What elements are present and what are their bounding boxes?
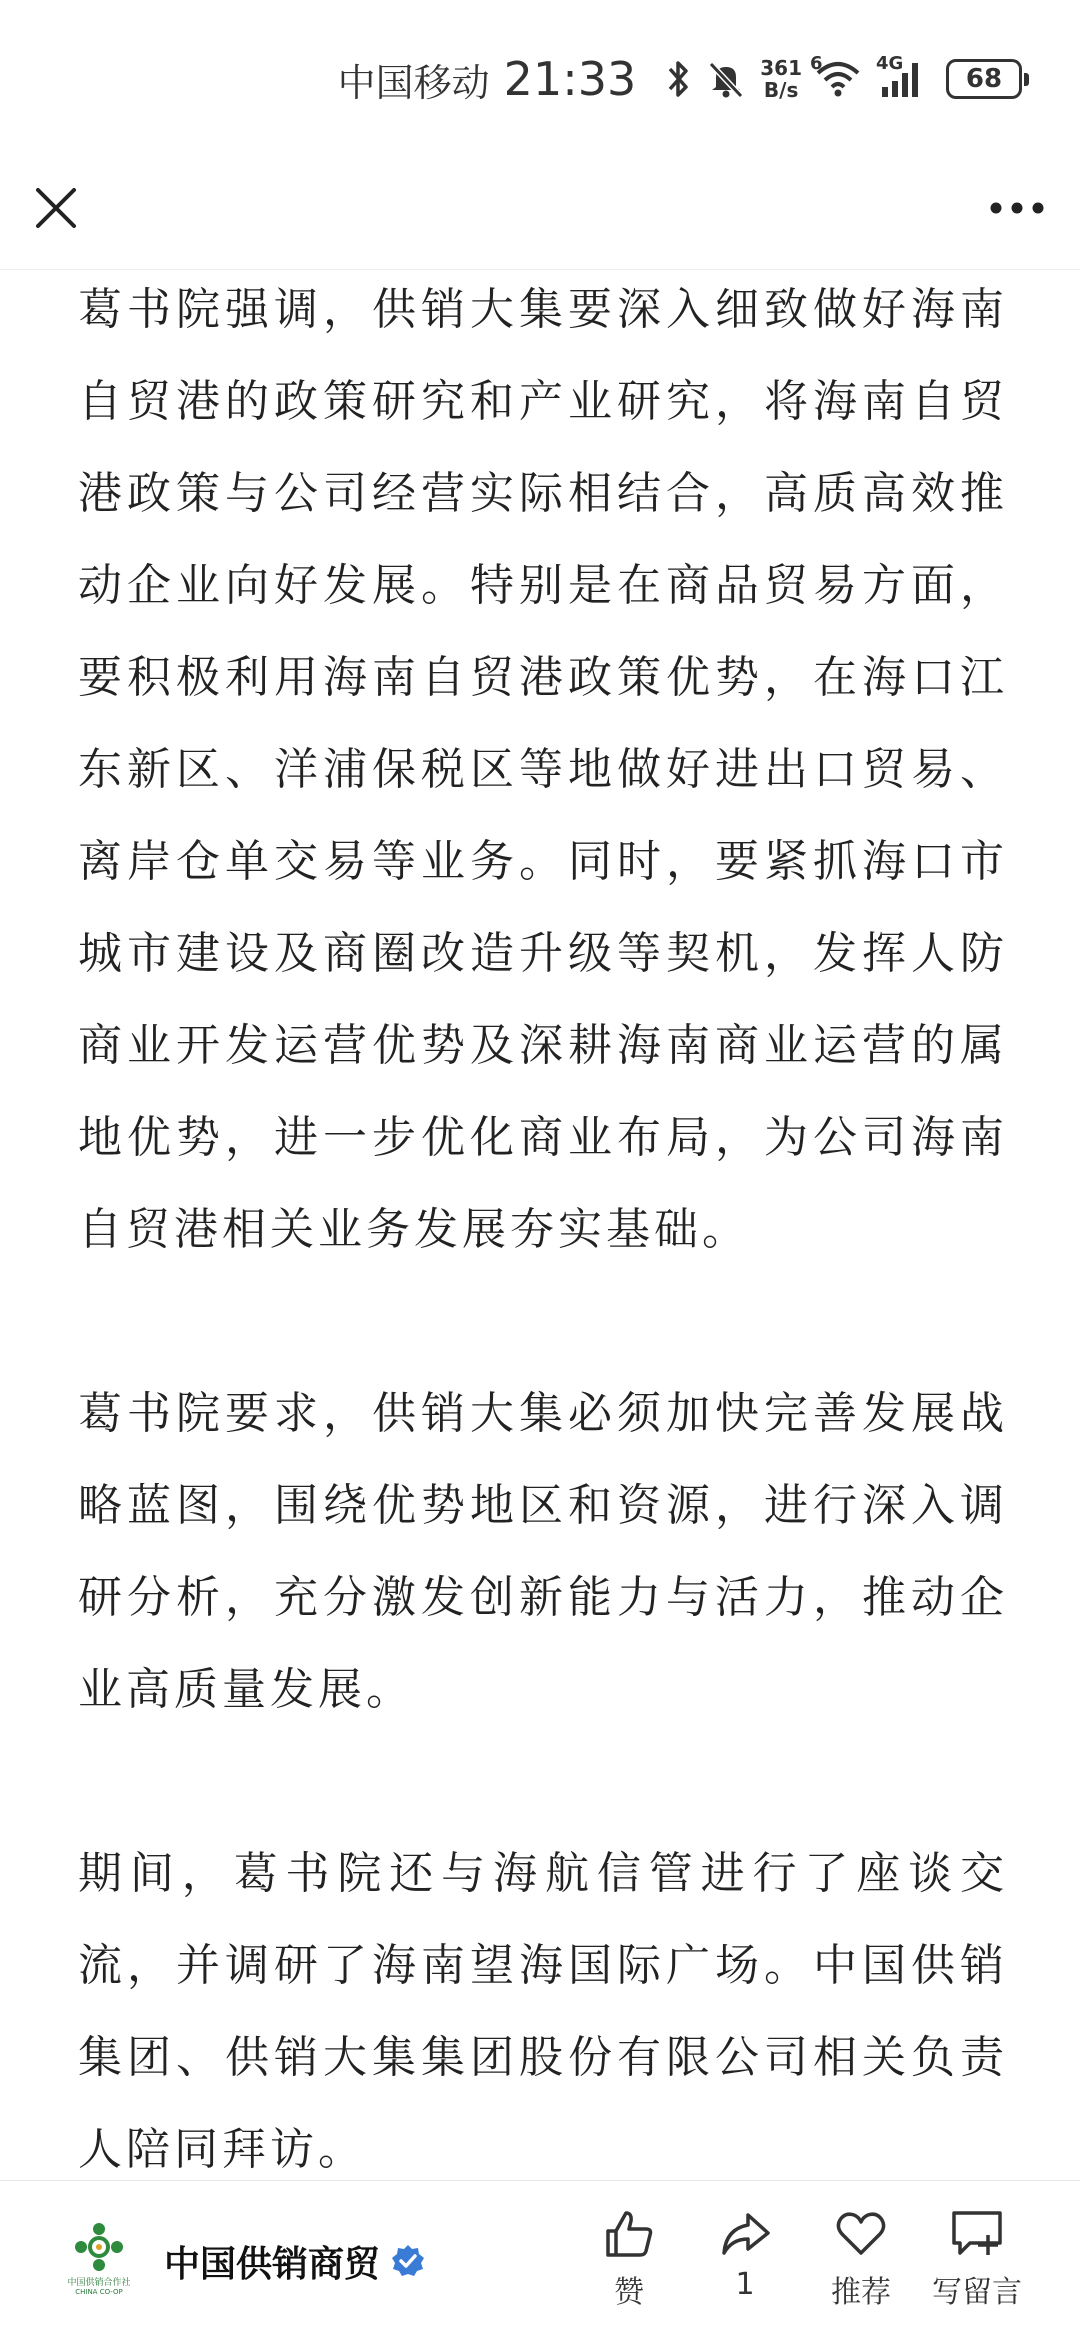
wifi-badge: 6 (810, 53, 823, 74)
like-label: 赞 (614, 2275, 644, 2310)
article-paragraph: 葛书院要求，供销大集必须加快完善发展战略蓝图，围绕优势地区和资源，进行深入调研分析，充分激发创新能力与活力，推动企业高质量发展。 (78, 1388, 1008, 1715)
heart-icon (834, 2207, 888, 2261)
comment-add-icon (948, 2207, 1006, 2261)
network-speed-unit: B/s (763, 78, 799, 102)
top-nav-bar (0, 150, 1080, 270)
recommend-button[interactable] (806, 2207, 916, 2311)
status-bar (0, 0, 1080, 150)
battery-icon (946, 59, 1022, 99)
bluetooth-icon (666, 59, 692, 99)
close-icon (34, 186, 78, 230)
share-arrow-icon (718, 2207, 772, 2261)
cell-badge: 4G (876, 53, 904, 74)
co-op-logo-icon (73, 2221, 125, 2273)
account-name: 中国供销商贸 (164, 2243, 381, 2285)
thumbs-up-icon (602, 2207, 656, 2261)
close-button[interactable] (26, 178, 86, 238)
logo-text-cn: 中国供销合作社 (67, 2278, 131, 2288)
account-logo (56, 2221, 142, 2301)
network-speed-value: 361 (760, 56, 802, 80)
like-button[interactable] (574, 2207, 684, 2311)
battery-level: 68 (965, 64, 1003, 94)
recommend-label: 推荐 (831, 2275, 891, 2310)
mute-bell-icon (706, 59, 746, 99)
comment-label: 写留言 (932, 2275, 1022, 2310)
article-paragraph: 葛书院强调，供销大集要深入细致做好海南自贸港的政策研究和产业研究，将海南自贸港政策与公司经营实际相结合，高质高效推动企业向好发展。特别是在商品贸易方面，要积极利用海南自贸港政策优势，在海口江东新区、洋浦保税区等地做好进出口贸易、离岸仓单交易等业务。同时，要紧抓海口市城市建设及商圈改造升级等契机，发挥人防商业开发运营优势及深耕海南商业运营的属地优势，进一步优化商业布局，为公司海南自贸港相关业务发展夯实基础。 (78, 284, 1008, 1255)
share-count: 1 (735, 2267, 755, 2302)
network-speed (760, 57, 802, 101)
bottom-action-bar (0, 2180, 1080, 2340)
wifi-icon (810, 53, 862, 99)
account-info[interactable] (56, 2221, 426, 2301)
clock-time: 21:33 (503, 52, 637, 106)
logo-text-en: CHINA CO-OP (75, 2288, 123, 2296)
article-body (78, 264, 1008, 2196)
article-paragraph: 期间，葛书院还与海航信管进行了座谈交流，并调研了海南望海国际广场。中国供销集团、供销大集集团股份有限公司相关负责人陪同拜访。 (78, 1848, 1008, 2175)
carrier-name: 中国移动 (337, 60, 490, 105)
more-dots-icon (989, 201, 1045, 215)
share-button[interactable] (690, 2207, 800, 2302)
verified-badge-icon (390, 2243, 426, 2279)
more-options-button[interactable] (982, 178, 1052, 238)
cell-signal-icon (876, 53, 926, 99)
write-comment-button[interactable] (922, 2207, 1032, 2311)
